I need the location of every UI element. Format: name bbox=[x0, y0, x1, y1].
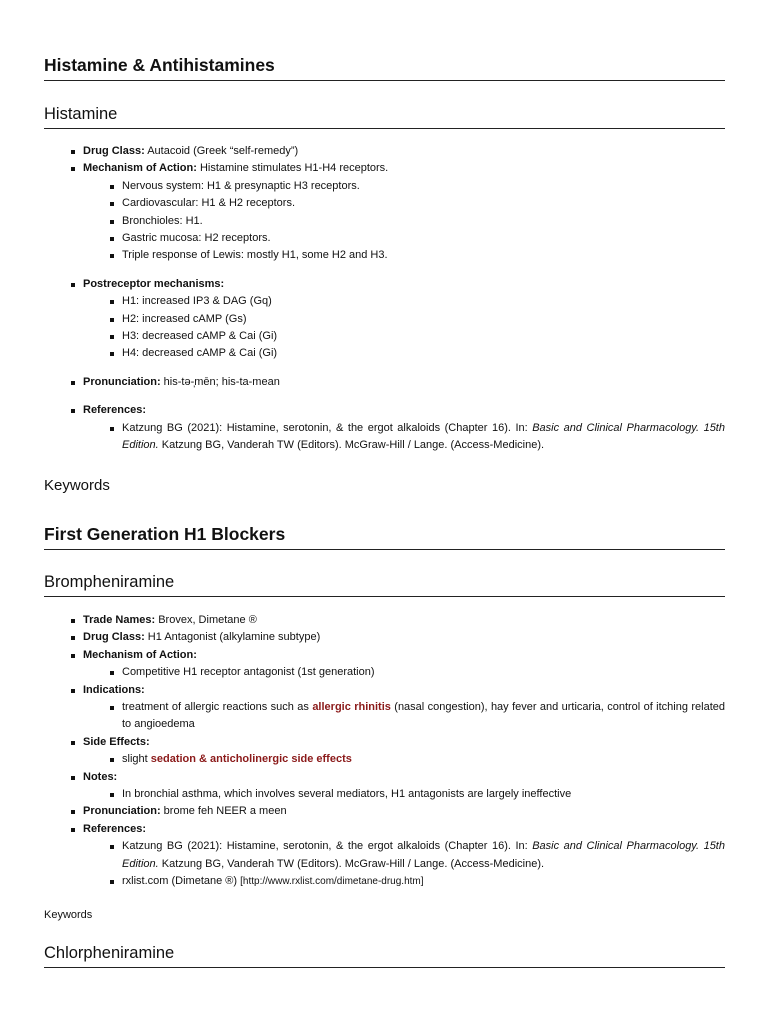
list-item: Bronchioles: H1. bbox=[83, 213, 725, 230]
mechanism-value: Histamine stimulates H1-H4 receptors. bbox=[196, 162, 389, 175]
references-label: References: bbox=[83, 822, 146, 835]
subsection-title-chlorpheniramine: Chlorpheniramine bbox=[44, 944, 725, 968]
references-sublist bbox=[83, 420, 725, 455]
reference-item bbox=[83, 873, 725, 890]
list-item: H4: decreased cAMP & Cai (Gi) bbox=[83, 345, 725, 362]
list-item-side-effects bbox=[44, 734, 725, 769]
list-item-drug-class bbox=[44, 143, 725, 160]
trade-names-value: Brovex, Dimetane ® bbox=[155, 614, 257, 626]
keywords-heading: Keywords bbox=[44, 477, 110, 494]
drug-class-value: Autacoid (Greek “self-remedy”) bbox=[144, 145, 299, 157]
notes-label: Notes: bbox=[83, 770, 118, 783]
references-label: References: bbox=[83, 404, 146, 417]
pronunciation-value: brome feh NEER a meen bbox=[160, 805, 287, 818]
reference-text: rxlist.com (Dimetane ®) bbox=[122, 875, 241, 888]
mechanism-sublist bbox=[83, 178, 725, 265]
postreceptor-label: Postreceptor mechanisms: bbox=[83, 277, 225, 290]
drug-class-value: H1 Antagonist (alkylamine subtype) bbox=[144, 631, 321, 644]
side-effect-text: slight bbox=[122, 753, 151, 766]
list-item-mechanism bbox=[44, 647, 725, 682]
list-item: H1: increased IP3 & DAG (Gq) bbox=[83, 293, 725, 310]
reference-text: Katzung BG (2021): Histamine, serotonin, & the ergot alkaloids (Chapter 16). In: bbox=[122, 840, 533, 853]
indication-text: treatment of allergic reactions such as bbox=[122, 701, 313, 714]
pronunciation-label: Pronunciation: bbox=[83, 805, 161, 818]
pronunciation-value: his-tə-̦mēn; his-ta-mean bbox=[160, 375, 280, 388]
subsection-title-histamine: Histamine bbox=[44, 105, 725, 129]
list-item-pronunciation bbox=[44, 803, 725, 820]
list-item bbox=[83, 699, 725, 734]
indications-sublist bbox=[83, 699, 725, 734]
list-item-indications bbox=[44, 682, 725, 734]
list-item-notes bbox=[44, 769, 725, 804]
list-item: H2: increased cAMP (Gs) bbox=[83, 311, 725, 328]
list-item-drug-class bbox=[44, 629, 725, 646]
postreceptor-sublist bbox=[83, 293, 725, 363]
list-item-references bbox=[44, 821, 725, 891]
reference-item bbox=[83, 838, 725, 873]
reference-item bbox=[83, 420, 725, 455]
drug-class-label: Drug Class: bbox=[83, 145, 145, 157]
list-item: Cardiovascular: H1 & H2 receptors. bbox=[83, 195, 725, 212]
pronunciation-label: Pronunciation: bbox=[83, 375, 161, 388]
list-item: Nervous system: H1 & presynaptic H3 receptors. bbox=[83, 178, 725, 195]
section-title-first-generation-h1-blockers: First Generation H1 Blockers bbox=[44, 524, 725, 550]
subsection-title-brompheniramine: Brompheniramine bbox=[44, 573, 725, 597]
mechanism-sublist bbox=[83, 664, 725, 681]
reference-publisher: Katzung BG, Vanderah TW (Editors). McGraw-Hill / Lange. (Access-Medicine). bbox=[158, 439, 545, 452]
list-item: Triple response of Lewis: mostly H1, some H2 and H3. bbox=[83, 247, 725, 264]
list-item-postreceptor bbox=[44, 276, 725, 363]
brompheniramine-details-list bbox=[44, 612, 725, 891]
reference-url-link[interactable]: [http://www.rxlist.com/dimetane-drug.htm] bbox=[240, 876, 424, 888]
list-item-trade-names bbox=[44, 612, 725, 629]
section-title-histamine-antihistamines: Histamine & Antihistamines bbox=[44, 55, 725, 81]
side-effects-label: Side Effects: bbox=[83, 735, 150, 748]
list-item: In bronchial asthma, which involves several mediators, H1 antagonists are largely ineffective bbox=[83, 786, 725, 803]
indication-text-continued: (nasal congestion), hay fever and urticaria, control of itching related to angioedema bbox=[122, 701, 725, 731]
notes-sublist bbox=[83, 786, 725, 803]
list-item: H3: decreased cAMP & Cai (Gi) bbox=[83, 328, 725, 345]
allergic-rhinitis-link[interactable]: allergic rhinitis bbox=[312, 701, 391, 714]
keywords-heading: Keywords bbox=[44, 909, 93, 921]
side-effects-sublist bbox=[83, 751, 725, 768]
reference-book-title: Basic and Clinical Pharmacology. 15th Edition. bbox=[122, 840, 725, 870]
list-item-mechanism bbox=[44, 160, 725, 264]
sedation-anticholinergic-link[interactable]: sedation & anticholinergic side effects bbox=[150, 753, 352, 766]
list-item: Gastric mucosa: H2 receptors. bbox=[83, 230, 725, 247]
mechanism-label: Mechanism of Action: bbox=[83, 648, 197, 661]
list-item: Competitive H1 receptor antagonist (1st generation) bbox=[83, 664, 725, 681]
list-item-references bbox=[44, 402, 725, 454]
histamine-details-list bbox=[44, 143, 725, 455]
indications-label: Indications: bbox=[83, 683, 145, 696]
mechanism-label: Mechanism of Action: bbox=[83, 162, 197, 175]
list-item-pronunciation bbox=[44, 374, 725, 391]
references-sublist bbox=[83, 838, 725, 890]
trade-names-label: Trade Names: bbox=[83, 614, 156, 626]
reference-text: Katzung BG (2021): Histamine, serotonin, & the ergot alkaloids (Chapter 16). In: bbox=[122, 421, 533, 434]
reference-publisher: Katzung BG, Vanderah TW (Editors). McGraw-Hill / Lange. (Access-Medicine). bbox=[158, 857, 545, 870]
reference-book-title: Basic and Clinical Pharmacology. 15th Edition. bbox=[122, 421, 725, 452]
drug-class-label: Drug Class: bbox=[83, 631, 145, 644]
list-item bbox=[83, 751, 725, 768]
